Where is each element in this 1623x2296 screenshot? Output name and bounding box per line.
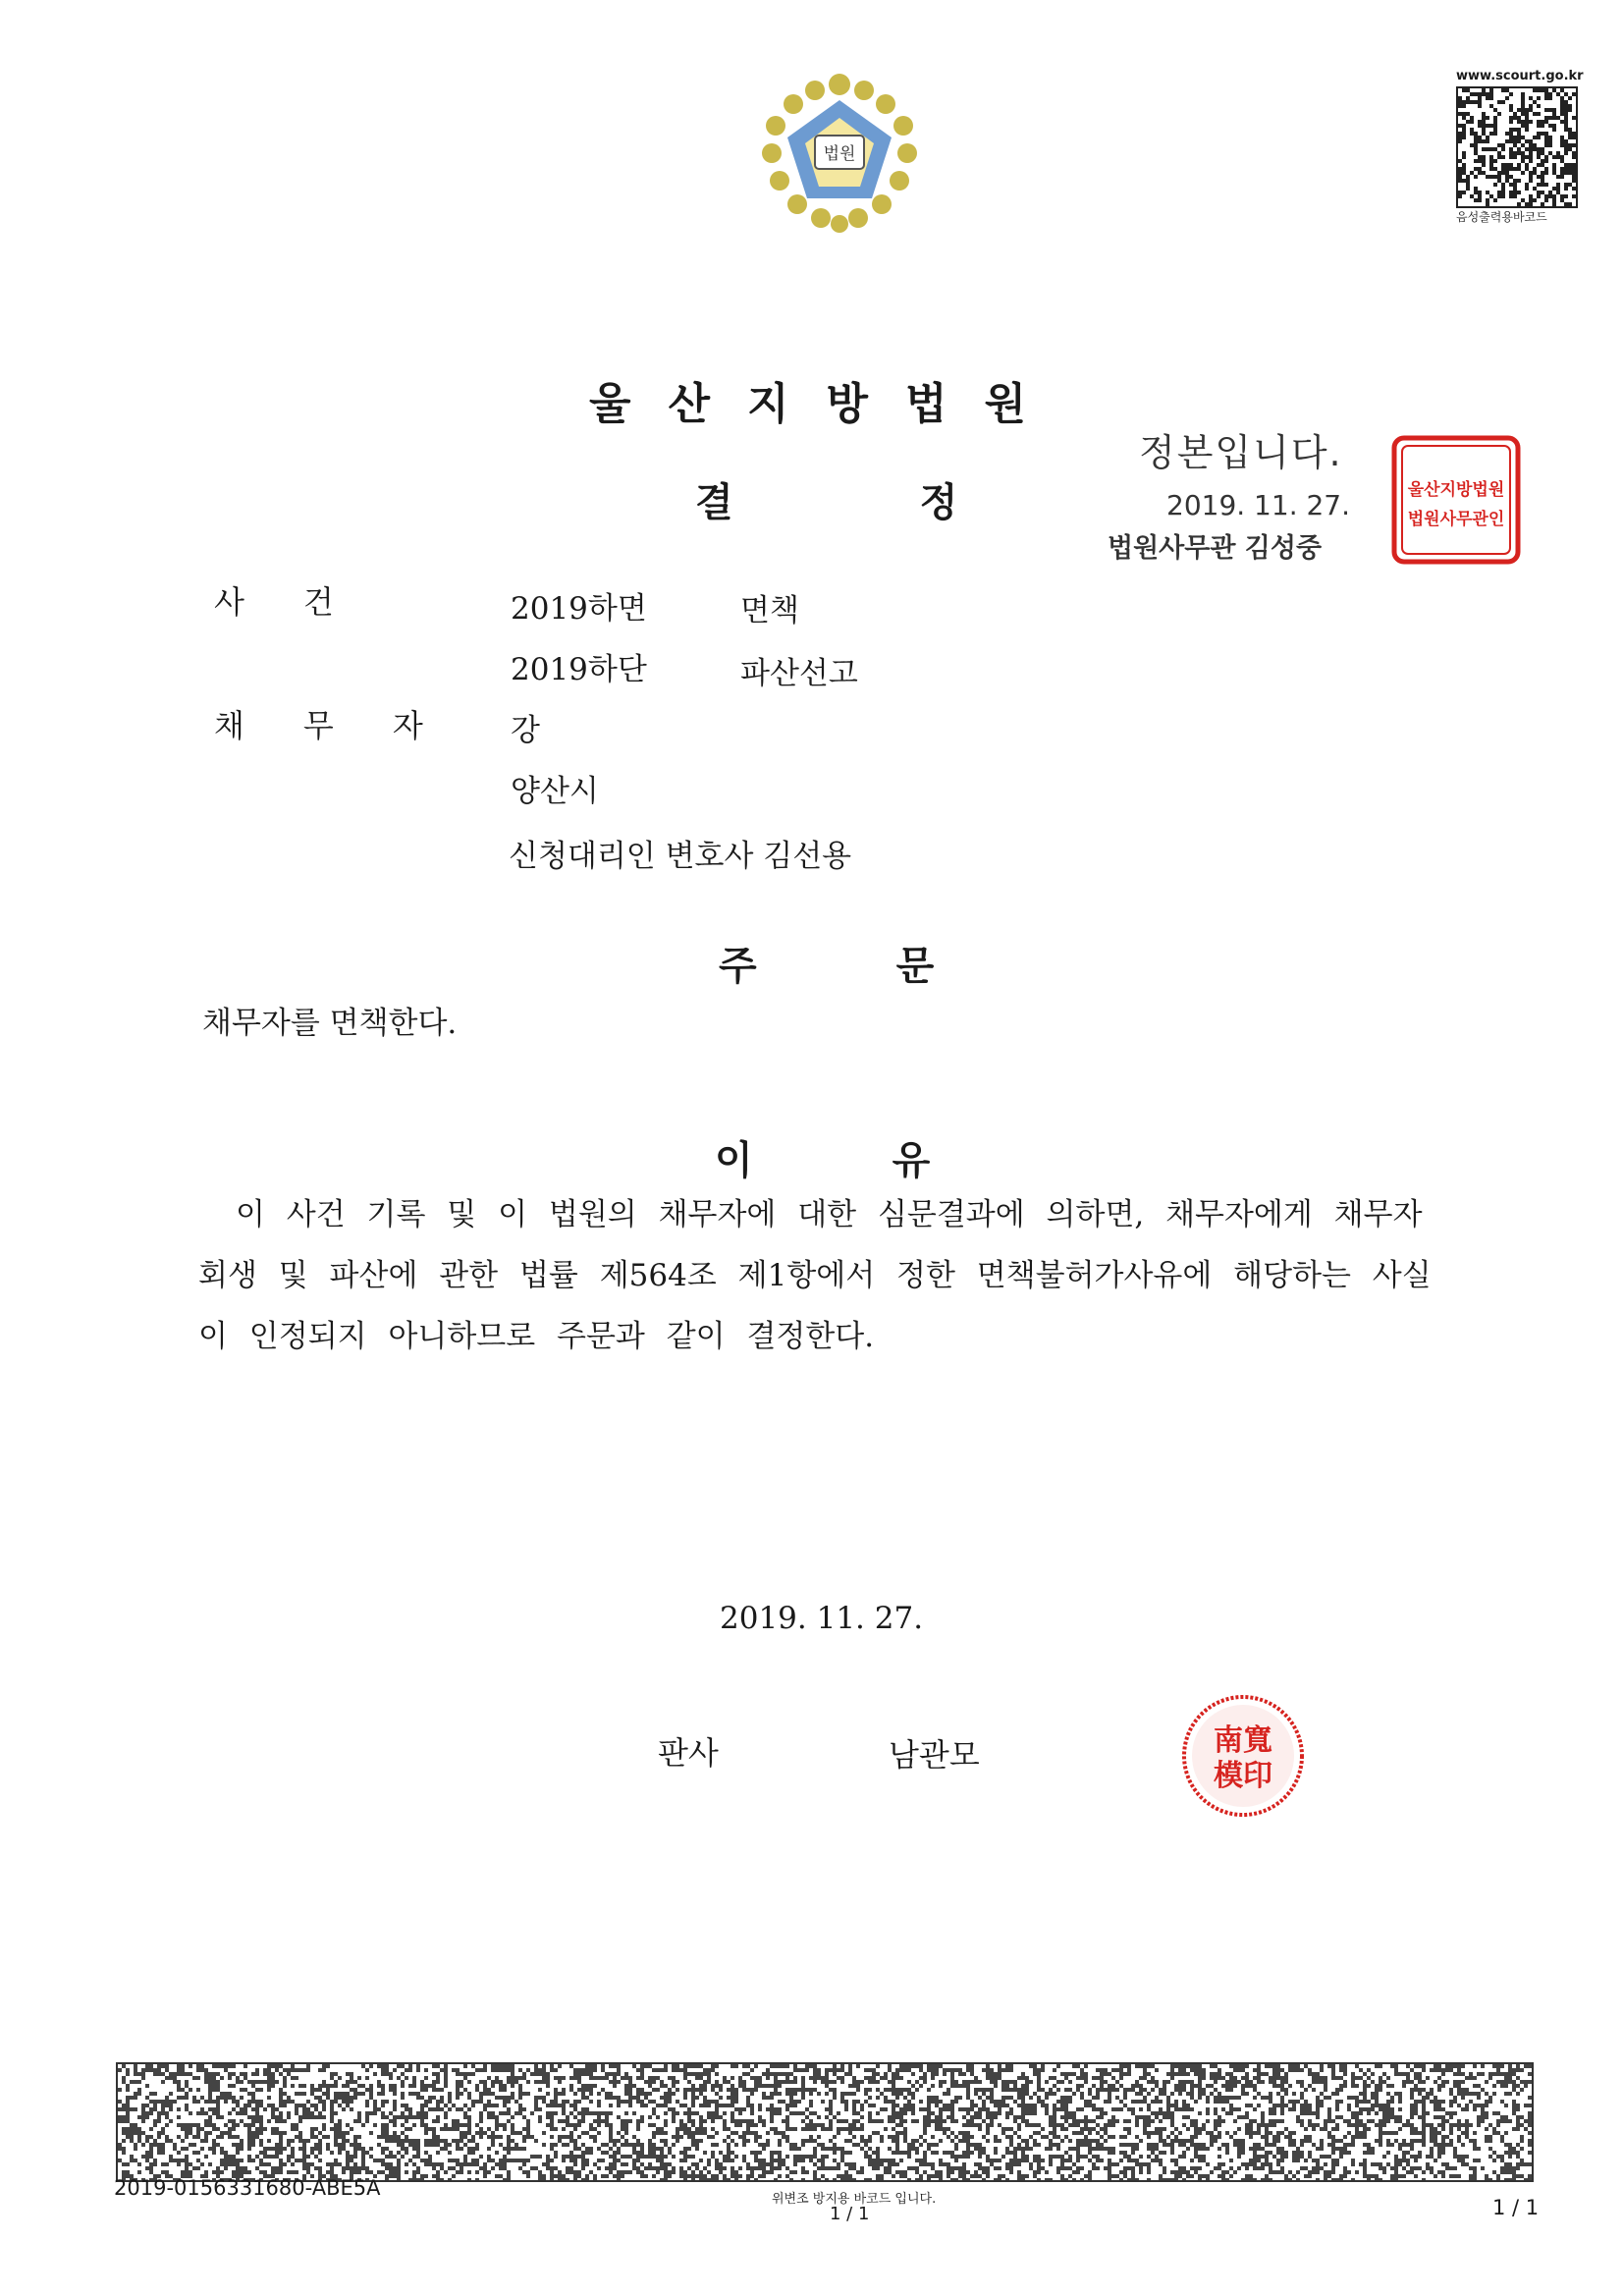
svg-text:南寬: 南寬	[1214, 1723, 1272, 1758]
qr-label: 음성출력용바코드	[1456, 210, 1547, 224]
certified-copy-text: 정본입니다.	[1139, 431, 1343, 474]
svg-text:模印: 模印	[1214, 1759, 1272, 1793]
debtor-address: 양산시	[511, 774, 599, 809]
anti-forgery-barcode	[116, 2062, 1534, 2182]
order-text: 채무자를 면책한다.	[202, 1006, 458, 1041]
reasons-heading: 이유	[715, 1138, 1070, 1183]
certification-clerk: 법원사무관 김성중	[1108, 533, 1323, 564]
reasons-text: 이 사건 기록 및 이 법원의 채무자에 대한 심문결과에 의하면, 채무자에게 채무자 회생 및 파산에 관한 법률 제564조 제1항에서 정한 면책불허가사유에 해당하는 사실이 인정되지 아니하므로 주문과 같이 결정한다.	[198, 1197, 1432, 1354]
case-name-2: 파산선고	[740, 656, 858, 691]
clerk-seal-icon	[1390, 434, 1522, 566]
judge-seal-icon	[1174, 1687, 1312, 1825]
case-label: 사건	[214, 583, 393, 621]
document-id: 2019-0156331680-ABE5A	[114, 2176, 381, 2200]
debtor-name: 강	[511, 713, 540, 748]
qr-code-icon	[1456, 86, 1578, 208]
page-number-center: 1 / 1	[830, 2204, 870, 2224]
judge-name: 남관모	[889, 1736, 980, 1774]
svg-text:울산지방법원: 울산지방법원	[1407, 480, 1505, 500]
certification-date: 2019. 11. 27.	[1166, 489, 1351, 521]
page-number-right: 1 / 1	[1492, 2196, 1540, 2219]
svg-text:법원사무관인: 법원사무관인	[1407, 510, 1505, 529]
case-name-1: 면책	[740, 593, 799, 629]
document-type: 결정	[695, 480, 1145, 525]
case-number-2: 2019하단	[511, 652, 647, 687]
court-emblem	[756, 71, 923, 238]
decision-date: 2019. 11. 27.	[720, 1601, 924, 1636]
judge-title: 판사	[658, 1734, 719, 1772]
debtor-label: 채무자	[214, 707, 482, 744]
qr-url: www.scourt.go.kr	[1456, 69, 1584, 83]
svg-text:법원: 법원	[823, 144, 856, 164]
case-number-1: 2019하면	[511, 591, 647, 627]
barcode-note: 위변조 방지용 바코드 입니다.	[772, 2192, 937, 2207]
court-name: 울산지방법원	[589, 379, 1064, 429]
representative: 신청대리인 변호사 김선용	[509, 839, 852, 874]
order-heading: 주문	[719, 944, 1074, 989]
